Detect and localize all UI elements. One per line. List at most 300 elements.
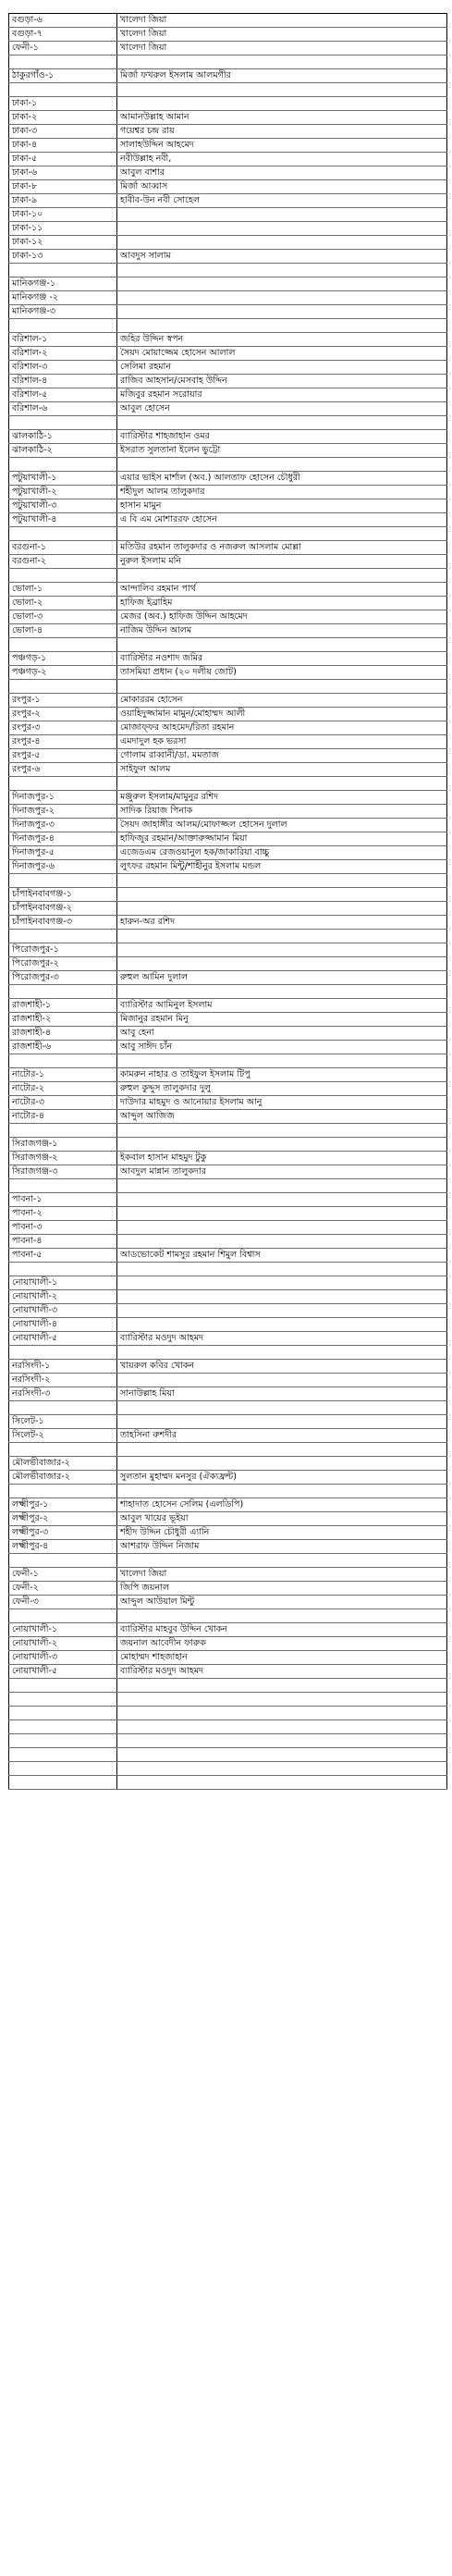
candidate-cell[interactable]: ব্যারিস্টার মাহবুব উদ্দিন খোকন xyxy=(117,1623,447,1637)
candidate-cell[interactable]: তাসমিয়া প্রধান (২০ দলীয় জোট) xyxy=(117,666,447,680)
candidate-cell[interactable]: গয়েশ্বর চন্দ্র রায় xyxy=(117,125,447,139)
constituency-cell[interactable]: পাবনা-১ xyxy=(9,1193,117,1207)
candidate-cell[interactable]: এয়ার ভাইস মার্শাল (অব.) আলতাফ হোসেন চৌধুরী xyxy=(117,472,447,486)
table-row xyxy=(9,1235,447,1249)
constituency-cell[interactable]: দিনাজপুর-৪ xyxy=(9,832,117,846)
constituency-cell[interactable]: নরসিংদী-১ xyxy=(9,1360,117,1374)
candidate-cell[interactable] xyxy=(117,264,447,277)
constituency-cell[interactable]: ভোলা-১ xyxy=(9,583,117,597)
candidate-cell[interactable]: আব্দুল আজিজ xyxy=(117,1110,447,1124)
constituency-cell[interactable] xyxy=(9,458,117,472)
constituency-cell[interactable]: রাজশাহী-৬ xyxy=(9,1041,117,1054)
candidate-cell[interactable]: রুহুল কুদ্দুস তালুকদার দুলু xyxy=(117,1082,447,1096)
candidate-cell[interactable] xyxy=(117,874,447,888)
candidate-cell[interactable] xyxy=(117,1346,447,1360)
candidate-cell[interactable]: খায়রুল কবির খোকন xyxy=(117,1360,447,1374)
candidate-cell[interactable]: আবু হেনা xyxy=(117,1027,447,1041)
constituency-cell[interactable]: ঢাকা-১২ xyxy=(9,236,117,250)
candidate-cell[interactable]: হাসান মামুন xyxy=(117,499,447,513)
constituency-cell[interactable]: বগুড়া-৭ xyxy=(9,28,117,42)
constituency-cell[interactable]: ঢাকা-৯ xyxy=(9,194,117,208)
constituency-cell[interactable] xyxy=(9,985,117,999)
candidate-cell[interactable] xyxy=(117,222,447,236)
table-row xyxy=(9,180,447,194)
constituency-cell[interactable]: ফেনী-১ xyxy=(9,1568,117,1582)
constituency-cell[interactable]: রংপুর-১ xyxy=(9,694,117,708)
candidate-cell[interactable] xyxy=(117,458,447,472)
candidate-cell[interactable]: মোহাম্মদ শাহজাহান xyxy=(117,1651,447,1665)
candidate-cell[interactable]: আবুল খায়ের ভূইয়া xyxy=(117,1512,447,1526)
table-row xyxy=(9,250,447,264)
candidate-cell[interactable]: নাজিম উদ্দিন আলম xyxy=(117,624,447,638)
candidate-cell[interactable]: মির্জা আব্বাস xyxy=(117,180,447,194)
constituency-cell[interactable]: বরিশাল-৬ xyxy=(9,402,117,416)
table-row xyxy=(9,1693,447,1707)
candidate-cell[interactable]: সৈয়দ মোয়াজ্জেম হোসেন আলাল xyxy=(117,347,447,361)
candidate-cell[interactable]: হাবীব-উন নবী সোহেল xyxy=(117,194,447,208)
candidate-cell[interactable] xyxy=(117,305,447,319)
candidate-cell[interactable]: খালেদা জিয়া xyxy=(117,28,447,42)
candidate-cell[interactable]: এজেডএম রেজওয়ানুল হক/জাকারিয়া বাচ্চু xyxy=(117,846,447,860)
candidate-cell[interactable] xyxy=(117,1124,447,1138)
table-row xyxy=(9,1068,447,1082)
table-row xyxy=(9,597,447,610)
candidate-cell[interactable]: সালাহউদ্দিন আহমেদ xyxy=(117,139,447,153)
constituency-cell[interactable] xyxy=(9,1179,117,1193)
constituency-cell[interactable] xyxy=(9,777,117,791)
candidate-cell[interactable] xyxy=(117,1138,447,1152)
constituency-cell[interactable] xyxy=(9,638,117,652)
candidate-cell[interactable]: হাফিজুর রহমান/আক্তারুজ্জামান মিয়া xyxy=(117,832,447,846)
candidate-cell[interactable]: শাহাদাত হোসেন সেলিম (এলডিপি) xyxy=(117,1498,447,1512)
constituency-cell[interactable] xyxy=(9,1609,117,1623)
constituency-cell[interactable]: নরসিংদী-৩ xyxy=(9,1387,117,1401)
candidate-cell[interactable] xyxy=(117,527,447,541)
candidate-cell[interactable] xyxy=(117,1207,447,1221)
candidate-cell[interactable]: রুহুল আমিন দুলাল xyxy=(117,971,447,985)
candidate-cell[interactable]: রাজিব আহসান/মেসবাহ উদ্দিন xyxy=(117,375,447,388)
candidate-cell[interactable]: আবদুস সালাম xyxy=(117,250,447,264)
constituency-cell[interactable]: লক্ষ্মীপুর-৩ xyxy=(9,1526,117,1540)
constituency-cell[interactable]: বরিশাল-১ xyxy=(9,333,117,347)
candidate-cell[interactable]: আবদুল মান্নান তালুকদার xyxy=(117,1165,447,1179)
candidate-cell[interactable]: নবীউল্লাহ নবী, xyxy=(117,153,447,166)
constituency-cell[interactable]: ঢাকা-৮ xyxy=(9,180,117,194)
candidate-cell[interactable] xyxy=(117,638,447,652)
constituency-cell[interactable]: রংপুর-৬ xyxy=(9,763,117,777)
table-row xyxy=(9,1318,447,1332)
candidate-cell[interactable] xyxy=(117,985,447,999)
constituency-cell[interactable]: বরিশাল-৫ xyxy=(9,388,117,402)
candidate-cell[interactable]: ব্যারিস্টার মওদুদ আহমদ xyxy=(117,1332,447,1346)
constituency-cell[interactable]: বগুড়া-৬ xyxy=(9,14,117,28)
candidate-cell[interactable]: সুলতান মুহাম্মদ মনসুর (ঐক্যফ্রন্ট) xyxy=(117,1471,447,1485)
table-row xyxy=(9,902,447,916)
constituency-cell[interactable]: ফেনী-১ xyxy=(9,42,117,55)
candidate-cell[interactable]: ইসরাত সুলতানা ইলেন ভুট্টো xyxy=(117,444,447,458)
table-row xyxy=(9,1041,447,1054)
constituency-cell[interactable]: সিরাজগঞ্জ-৩ xyxy=(9,1165,117,1179)
table-row xyxy=(9,111,447,125)
constituency-cell[interactable]: ঢাকা-৩ xyxy=(9,125,117,139)
candidate-cell[interactable] xyxy=(117,1235,447,1249)
constituency-cell[interactable]: সিরাজগঞ্জ-২ xyxy=(9,1152,117,1165)
constituency-cell[interactable]: পটুয়াখালী-৪ xyxy=(9,513,117,527)
constituency-cell[interactable] xyxy=(9,527,117,541)
constituency-cell[interactable]: পাবনা-৫ xyxy=(9,1249,117,1263)
constituency-cell[interactable]: মানিকগঞ্জ-৩ xyxy=(9,305,117,319)
candidate-cell[interactable]: নুরুল ইসলাম মনি xyxy=(117,555,447,569)
table-row xyxy=(9,1498,447,1512)
candidate-cell[interactable]: ব্যারিস্টার আমিনুল ইসলাম xyxy=(117,999,447,1013)
candidate-cell[interactable]: ব্যারিস্টার নওশাদ জমির xyxy=(117,652,447,666)
candidate-cell[interactable]: জিপি জয়নাল xyxy=(117,1582,447,1596)
constituency-cell[interactable]: ফেনী-২ xyxy=(9,1582,117,1596)
candidate-cell[interactable] xyxy=(117,1762,447,1776)
candidate-cell[interactable]: আশরাফ উদ্দিন নিজাম xyxy=(117,1540,447,1554)
table-row xyxy=(9,194,447,208)
candidate-cell[interactable]: ব্যারিস্টার মওদুদ আহমদ xyxy=(117,1665,447,1679)
constituency-cell[interactable]: পটুয়াখালী-২ xyxy=(9,486,117,499)
candidate-cell[interactable] xyxy=(117,55,447,69)
constituency-cell[interactable]: নোয়াখালী-৪ xyxy=(9,1318,117,1332)
constituency-cell[interactable]: পঞ্চগড়-১ xyxy=(9,652,117,666)
constituency-cell[interactable]: রাজশাহী-২ xyxy=(9,1013,117,1027)
candidate-cell[interactable] xyxy=(117,1679,447,1693)
constituency-cell[interactable]: সিরাজগঞ্জ-১ xyxy=(9,1138,117,1152)
constituency-cell[interactable]: লক্ষ্মীপুর-১ xyxy=(9,1498,117,1512)
constituency-cell[interactable]: নোয়াখালী-৩ xyxy=(9,1304,117,1318)
constituency-cell[interactable] xyxy=(9,680,117,694)
constituency-cell[interactable]: রাজশাহী-১ xyxy=(9,999,117,1013)
candidate-cell[interactable] xyxy=(117,1776,447,1790)
candidate-cell[interactable] xyxy=(117,1374,447,1387)
constituency-cell[interactable]: সিলেট-২ xyxy=(9,1429,117,1443)
constituency-cell[interactable]: ঢাকা-১০ xyxy=(9,208,117,222)
constituency-cell[interactable]: মানিকগঞ্জ-১ xyxy=(9,277,117,291)
candidate-cell[interactable] xyxy=(117,1401,447,1415)
constituency-cell[interactable]: পাবনা-৩ xyxy=(9,1221,117,1235)
constituency-cell[interactable]: ঢাকা-১৩ xyxy=(9,250,117,264)
candidate-cell[interactable]: মিজানুর রহমান মিনু xyxy=(117,1013,447,1027)
table-row xyxy=(9,957,447,971)
candidate-cell[interactable]: লুৎফর রহমান মিন্টু/শাহীনুর ইসলাম মন্ডল xyxy=(117,860,447,874)
candidate-cell[interactable] xyxy=(117,277,447,291)
table-row xyxy=(9,416,447,430)
constituency-cell[interactable]: বরিশাল-২ xyxy=(9,347,117,361)
constituency-cell[interactable]: পঞ্চগড়-২ xyxy=(9,666,117,680)
constituency-cell[interactable]: মানিকগঞ্জ -২ xyxy=(9,291,117,305)
constituency-cell[interactable]: দিনাজপুর-৫ xyxy=(9,846,117,860)
candidate-cell[interactable]: আবুল হোসেন xyxy=(117,402,447,416)
constituency-cell[interactable]: রংপুর-২ xyxy=(9,708,117,721)
constituency-cell[interactable]: নোয়াখালী-১ xyxy=(9,1623,117,1637)
candidate-cell[interactable]: সেলিমা রহমান xyxy=(117,361,447,375)
candidate-cell[interactable] xyxy=(117,83,447,97)
constituency-cell[interactable] xyxy=(9,930,117,943)
constituency-cell[interactable]: ঢাকা-১ xyxy=(9,97,117,111)
candidate-cell[interactable] xyxy=(117,1720,447,1734)
constituency-cell[interactable]: নোয়াখালী-১ xyxy=(9,1276,117,1290)
constituency-cell[interactable]: ভোলা-২ xyxy=(9,597,117,610)
constituency-cell[interactable] xyxy=(9,1485,117,1498)
constituency-cell[interactable]: নোয়াখালী-২ xyxy=(9,1637,117,1651)
constituency-cell[interactable]: ঢাকা-৫ xyxy=(9,153,117,166)
table-row xyxy=(9,1637,447,1651)
constituency-cell[interactable] xyxy=(9,1263,117,1276)
candidate-cell[interactable]: দাউদার মাহমুদ ও আনোয়ার ইসলাম আনু xyxy=(117,1096,447,1110)
candidate-cell[interactable] xyxy=(117,416,447,430)
candidate-cell[interactable] xyxy=(117,1415,447,1429)
table-row xyxy=(9,832,447,846)
candidate-cell[interactable] xyxy=(117,1304,447,1318)
candidate-cell[interactable] xyxy=(117,1263,447,1276)
candidate-cell[interactable] xyxy=(117,1485,447,1498)
candidate-cell[interactable] xyxy=(117,1693,447,1707)
constituency-cell[interactable]: ঝালকাঠি-১ xyxy=(9,430,117,444)
candidate-cell[interactable] xyxy=(117,1221,447,1235)
constituency-cell[interactable] xyxy=(9,83,117,97)
candidate-cell[interactable] xyxy=(117,291,447,305)
constituency-cell[interactable]: নরসিংদী-২ xyxy=(9,1374,117,1387)
candidate-cell[interactable] xyxy=(117,1193,447,1207)
candidate-cell[interactable] xyxy=(117,569,447,583)
constituency-cell[interactable]: নাটোর-৪ xyxy=(9,1110,117,1124)
candidate-cell[interactable] xyxy=(117,902,447,916)
table-row xyxy=(9,1027,447,1041)
candidate-cell[interactable]: ব্যারিস্টার শাহজাহান ওমর xyxy=(117,430,447,444)
candidate-cell[interactable] xyxy=(117,777,447,791)
constituency-cell[interactable] xyxy=(9,1776,117,1790)
constituency-cell[interactable]: রংপুর-৫ xyxy=(9,749,117,763)
candidate-cell[interactable]: শহীদ উদ্দিন চৌধুরী এ্যানি xyxy=(117,1526,447,1540)
constituency-cell[interactable]: ঢাকা-৬ xyxy=(9,166,117,180)
candidate-cell[interactable]: সৈয়দ জাহাঙ্গীর আলম/মোফাজ্জল হোসেন দুলাল xyxy=(117,819,447,832)
constituency-cell[interactable]: পিরোজপুর-১ xyxy=(9,943,117,957)
constituency-cell[interactable] xyxy=(9,1124,117,1138)
candidate-sheet xyxy=(8,13,447,1790)
candidate-cell[interactable]: সানাউল্লাহ মিয়া xyxy=(117,1387,447,1401)
candidate-cell[interactable]: আবু সাঈদ চাঁন xyxy=(117,1041,447,1054)
candidate-cell[interactable] xyxy=(117,943,447,957)
candidate-cell[interactable] xyxy=(117,1734,447,1748)
candidate-cell[interactable]: আমানউল্লাহ আমান xyxy=(117,111,447,125)
constituency-cell[interactable]: চাঁপাইনবাবগঞ্জ-৩ xyxy=(9,916,117,930)
table-row xyxy=(9,1776,447,1790)
candidate-cell[interactable] xyxy=(117,1276,447,1290)
table-row xyxy=(9,1679,447,1693)
table-row xyxy=(9,1623,447,1637)
table-row xyxy=(9,1374,447,1387)
candidate-cell[interactable] xyxy=(117,1457,447,1471)
candidate-cell[interactable]: মতিউর রহমান তালুকদার ও নজরুল আসলাম মোল্লা xyxy=(117,541,447,555)
constituency-cell[interactable]: পাবনা-২ xyxy=(9,1207,117,1221)
candidate-cell[interactable] xyxy=(117,1554,447,1568)
table-row xyxy=(9,1429,447,1443)
candidate-cell[interactable] xyxy=(117,1748,447,1762)
constituency-cell[interactable]: পটুয়াখালী-৩ xyxy=(9,499,117,513)
candidate-cell[interactable] xyxy=(117,1443,447,1457)
candidate-cell[interactable]: তাহসিনা রুশদীর xyxy=(117,1429,447,1443)
constituency-cell[interactable]: নোয়াখালী-২ xyxy=(9,1290,117,1304)
constituency-cell[interactable]: ভোলা-৩ xyxy=(9,610,117,624)
candidate-cell[interactable]: মোকাররম হোসেন xyxy=(117,694,447,708)
constituency-cell[interactable] xyxy=(9,569,117,583)
table-row xyxy=(9,583,447,597)
candidate-cell[interactable] xyxy=(117,1318,447,1332)
constituency-cell[interactable]: পিরোজপুর-২ xyxy=(9,957,117,971)
constituency-cell[interactable]: চাঁপাইনবাবগঞ্জ-২ xyxy=(9,902,117,916)
constituency-cell[interactable]: ঢাকা-২ xyxy=(9,111,117,125)
constituency-cell[interactable]: দিনাজপুর-৩ xyxy=(9,819,117,832)
table-row xyxy=(9,819,447,832)
candidate-cell[interactable]: সাদিক রিয়াজ পিনাক xyxy=(117,805,447,819)
table-row xyxy=(9,1179,447,1193)
table-row xyxy=(9,42,447,55)
candidate-cell[interactable] xyxy=(117,236,447,250)
candidate-cell[interactable] xyxy=(117,680,447,694)
constituency-cell[interactable]: দিনাজপুর-২ xyxy=(9,805,117,819)
candidate-cell[interactable]: হারুন-অর রশিদ xyxy=(117,916,447,930)
constituency-cell[interactable]: নোয়াখালী-৫ xyxy=(9,1332,117,1346)
candidate-cell[interactable]: হাফিজ ইব্রাহিম xyxy=(117,597,447,610)
constituency-cell[interactable] xyxy=(9,1346,117,1360)
table-row xyxy=(9,1526,447,1540)
candidate-cell[interactable]: খালেদা জিয়া xyxy=(117,14,447,28)
constituency-cell[interactable]: বরগুনা-১ xyxy=(9,541,117,555)
candidate-cell[interactable]: ওয়াহিদুজ্জামান মামুন/মোহাম্মদ আলী xyxy=(117,708,447,721)
candidate-cell[interactable]: মঞ্জুরুল ইসলাম/মামুনুর রশিদ xyxy=(117,791,447,805)
constituency-cell[interactable] xyxy=(9,1734,117,1748)
constituency-cell[interactable]: ঢাকা-১১ xyxy=(9,222,117,236)
candidate-cell[interactable]: ইকবাল হাসান মাহমুদ টুকু xyxy=(117,1152,447,1165)
table-row xyxy=(9,555,447,569)
table-row xyxy=(9,652,447,666)
candidate-cell[interactable]: কামরুন নাহার ও তাইফুল ইসলাম টিপু xyxy=(117,1068,447,1082)
constituency-cell[interactable]: বরিশাল-৪ xyxy=(9,375,117,388)
constituency-cell[interactable]: মৌলভীবাজার-২ xyxy=(9,1457,117,1471)
table-row xyxy=(9,860,447,874)
constituency-cell[interactable]: ভোলা-৪ xyxy=(9,624,117,638)
table-row xyxy=(9,916,447,930)
table-row xyxy=(9,222,447,236)
table-row xyxy=(9,541,447,555)
candidate-cell[interactable] xyxy=(117,1290,447,1304)
constituency-cell[interactable]: পাবনা-৪ xyxy=(9,1235,117,1249)
constituency-cell[interactable] xyxy=(9,1554,117,1568)
constituency-cell[interactable] xyxy=(9,1401,117,1415)
candidate-cell[interactable] xyxy=(117,208,447,222)
constituency-cell[interactable]: পটুয়াখালী-১ xyxy=(9,472,117,486)
constituency-cell[interactable]: নোয়াখালী-৫ xyxy=(9,1665,117,1679)
candidate-cell[interactable]: মোজাফ্‌ফর আহমেদ/রিতা রহমান xyxy=(117,721,447,735)
candidate-cell[interactable] xyxy=(117,97,447,111)
candidate-cell[interactable] xyxy=(117,957,447,971)
constituency-cell[interactable]: ঝালকাঠি-২ xyxy=(9,444,117,458)
candidate-cell[interactable]: মেজর (অব.) হাফিজ উদ্দিন আহমেদ xyxy=(117,610,447,624)
constituency-cell[interactable]: বরগুনা-২ xyxy=(9,555,117,569)
candidate-cell[interactable]: আবুল বাশার xyxy=(117,166,447,180)
constituency-cell[interactable]: নাটোর-১ xyxy=(9,1068,117,1082)
candidate-cell[interactable] xyxy=(117,1179,447,1193)
constituency-cell[interactable]: লক্ষ্মীপুর-২ xyxy=(9,1512,117,1526)
candidate-cell[interactable] xyxy=(117,1054,447,1068)
table-row xyxy=(9,319,447,333)
candidate-cell[interactable]: সাইফুল আলম xyxy=(117,763,447,777)
candidate-cell[interactable]: খালেদা জিয়া xyxy=(117,42,447,55)
candidate-cell[interactable] xyxy=(117,930,447,943)
candidate-cell[interactable] xyxy=(117,1707,447,1720)
constituency-cell[interactable]: ফেনী-৩ xyxy=(9,1596,117,1609)
candidate-cell[interactable]: আন্দালিব রহমান পার্থ xyxy=(117,583,447,597)
candidate-cell[interactable]: মজিবুর রহমান সরোয়ার xyxy=(117,388,447,402)
constituency-cell[interactable]: রংপুর-৩ xyxy=(9,721,117,735)
constituency-cell[interactable]: রংপুর-৪ xyxy=(9,735,117,749)
candidate-cell[interactable]: আডভোকেট শামসুর রহমান শিমুল বিশ্বাস xyxy=(117,1249,447,1263)
constituency-cell[interactable]: নাটোর-৩ xyxy=(9,1096,117,1110)
constituency-cell[interactable]: চাঁপাইনবাবগঞ্জ-১ xyxy=(9,888,117,902)
constituency-cell[interactable] xyxy=(9,319,117,333)
constituency-cell[interactable]: নাটোর-২ xyxy=(9,1082,117,1096)
candidate-cell[interactable]: জয়নাল আবেদীন ফারুক xyxy=(117,1637,447,1651)
constituency-cell[interactable]: দিনাজপুর-৬ xyxy=(9,860,117,874)
constituency-cell[interactable] xyxy=(9,1679,117,1693)
table-row xyxy=(9,1748,447,1762)
constituency-cell[interactable] xyxy=(9,1748,117,1762)
constituency-cell[interactable] xyxy=(9,416,117,430)
constituency-cell[interactable] xyxy=(9,1762,117,1776)
constituency-cell[interactable] xyxy=(9,1693,117,1707)
constituency-cell[interactable]: ঢাকা-৪ xyxy=(9,139,117,153)
candidate-cell[interactable] xyxy=(117,319,447,333)
candidate-cell[interactable]: এ বি এম মোশাররফ হোসেন xyxy=(117,513,447,527)
candidate-cell[interactable] xyxy=(117,1609,447,1623)
constituency-cell[interactable] xyxy=(9,874,117,888)
constituency-cell[interactable]: বরিশাল-৩ xyxy=(9,361,117,375)
table-row xyxy=(9,777,447,791)
constituency-cell[interactable]: নোয়াখালী-৩ xyxy=(9,1651,117,1665)
constituency-cell[interactable]: মৌলভীবাজার-২ xyxy=(9,1471,117,1485)
constituency-cell[interactable]: লক্ষ্মীপুর-৪ xyxy=(9,1540,117,1554)
candidate-cell[interactable]: আব্দুল আউয়াল মিন্টু xyxy=(117,1596,447,1609)
table-row xyxy=(9,708,447,721)
constituency-cell[interactable] xyxy=(9,264,117,277)
table-row xyxy=(9,971,447,985)
constituency-cell[interactable]: রাজশাহী-৪ xyxy=(9,1027,117,1041)
table-row xyxy=(9,1540,447,1554)
candidate-cell[interactable] xyxy=(117,888,447,902)
constituency-cell[interactable]: দিনাজপুর-১ xyxy=(9,791,117,805)
table-row xyxy=(9,208,447,222)
candidate-cell[interactable]: জহির উদ্দিন স্বপন xyxy=(117,333,447,347)
constituency-cell[interactable]: পিরোজপুর-৩ xyxy=(9,971,117,985)
candidate-cell[interactable]: গোলাম রাব্বানী/ডা. মমতাজ xyxy=(117,749,447,763)
constituency-cell[interactable] xyxy=(9,1054,117,1068)
candidate-cell[interactable]: শহীদুল আলম তালুকদার xyxy=(117,486,447,499)
constituency-cell[interactable] xyxy=(9,55,117,69)
constituency-cell[interactable] xyxy=(9,1443,117,1457)
constituency-cell[interactable] xyxy=(9,1720,117,1734)
constituency-cell[interactable]: ঠাকুরগাঁও-১ xyxy=(9,69,117,83)
candidate-cell[interactable]: মির্জা ফখরুল ইসলাম আলমগীর xyxy=(117,69,447,83)
constituency-cell[interactable]: সিলেট-১ xyxy=(9,1415,117,1429)
table-row xyxy=(9,527,447,541)
table-row xyxy=(9,375,447,388)
candidate-cell[interactable]: খালেদা জিয়া xyxy=(117,1568,447,1582)
constituency-cell[interactable] xyxy=(9,1707,117,1720)
table-row xyxy=(9,1082,447,1096)
candidate-cell[interactable]: এমদাদুল হক ভরসা xyxy=(117,735,447,749)
